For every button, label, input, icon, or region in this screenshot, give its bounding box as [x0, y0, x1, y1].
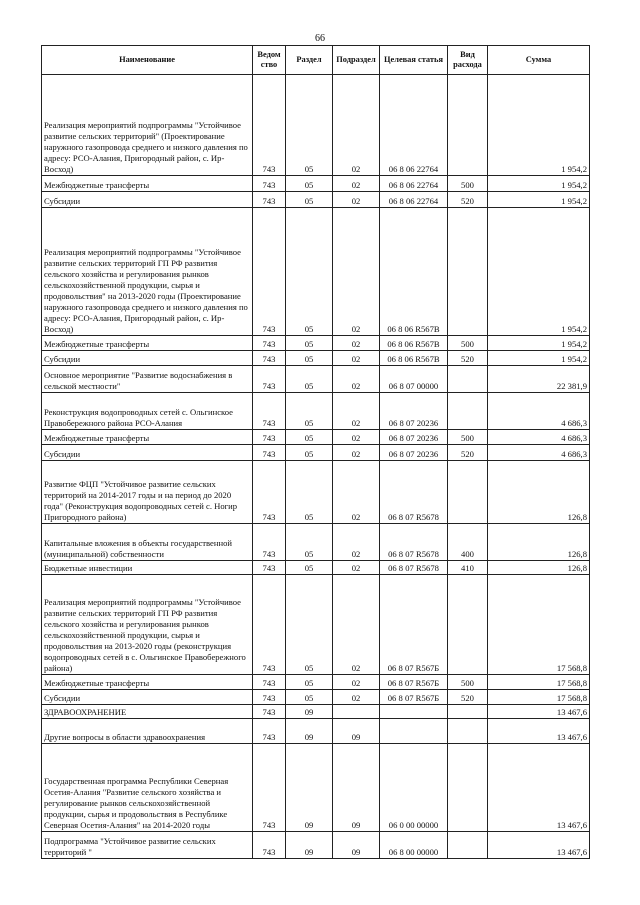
row-name: Развитие ФЦП "Устойчивое развитие сельских территорий на 2014-2017 годы и на период до 2020 года" (Реконструкция водопроводных сетей с. Ногир Пригородного района)	[42, 461, 253, 524]
row-razdel: 09	[286, 744, 333, 832]
row-vid	[448, 366, 488, 393]
row-ved: 743	[253, 75, 286, 176]
row-ved: 743	[253, 575, 286, 675]
row-razdel: 05	[286, 366, 333, 393]
row-summa: 17 568,8	[488, 675, 590, 690]
row-summa: 4 686,3	[488, 393, 590, 430]
row-podrazdel: 09	[333, 744, 380, 832]
row-podrazdel: 02	[333, 351, 380, 366]
row-podrazdel: 09	[333, 719, 380, 744]
row-podrazdel: 02	[333, 430, 380, 445]
row-podrazdel: 02	[333, 393, 380, 430]
table-row	[42, 461, 590, 524]
row-summa: 1 954,2	[488, 208, 590, 336]
row-summa: 126,8	[488, 461, 590, 524]
header-name: Наименование	[42, 46, 253, 75]
table-row	[42, 575, 590, 675]
table-row	[42, 366, 590, 393]
row-ved: 743	[253, 690, 286, 705]
row-name: Реализация мероприятий подпрограммы "Устойчивое развитие сельских территорий ГП РФ развития сельского хозяйства и регулирования рынков сельскохозяйственной продукции, сырья и продовольствия на 2013-2020 годы (реконструкция водопроводных сетей в с. Ольгинское Правобережного района)	[42, 575, 253, 675]
row-podrazdel: 02	[333, 75, 380, 176]
page-number: 66	[315, 33, 325, 44]
row-vid: 520	[448, 445, 488, 461]
row-podrazdel: 02	[333, 208, 380, 336]
header-summa: Сумма	[488, 46, 590, 75]
row-razdel: 05	[286, 690, 333, 705]
row-statya: 06 8 00 00000	[380, 832, 448, 859]
row-razdel: 09	[286, 832, 333, 859]
row-ved: 743	[253, 351, 286, 366]
table-row	[42, 832, 590, 859]
row-vid	[448, 744, 488, 832]
row-name: Подпрограмма "Устойчивое развитие сельских территорий "	[42, 832, 253, 859]
row-vid: 500	[448, 176, 488, 192]
row-razdel: 05	[286, 192, 333, 208]
row-ved: 743	[253, 445, 286, 461]
row-razdel: 05	[286, 351, 333, 366]
row-name: Межбюджетные трансферты	[42, 675, 253, 690]
row-summa: 13 467,6	[488, 744, 590, 832]
row-name: Реализация мероприятий подпрограммы "Устойчивое развитие сельских территорий" (Проектирование наружного газопровода среднего и низкого давления по адресу: РСО-Алания, Пригородный район, с. Ир-Восход)	[42, 75, 253, 176]
row-statya	[380, 719, 448, 744]
row-summa: 17 568,8	[488, 690, 590, 705]
row-summa: 13 467,6	[488, 705, 590, 719]
row-vid: 400	[448, 524, 488, 561]
row-razdel: 09	[286, 705, 333, 719]
row-podrazdel: 02	[333, 445, 380, 461]
row-summa: 13 467,6	[488, 832, 590, 859]
row-name: Государственная программа Республики Северная Осетия-Алания "Развитие сельского хозяйства и регулирование рынков сельскохозяйственной продукции, сырья и продовольствия в Республике Северная Осетия-Алания" на 2014-2020 годы	[42, 744, 253, 832]
row-podrazdel: 02	[333, 575, 380, 675]
table-header-row	[42, 46, 590, 75]
row-name: Субсидии	[42, 351, 253, 366]
table-row	[42, 744, 590, 832]
row-ved: 743	[253, 561, 286, 575]
row-vid	[448, 832, 488, 859]
row-podrazdel: 02	[333, 192, 380, 208]
row-vid	[448, 393, 488, 430]
row-razdel: 09	[286, 719, 333, 744]
row-statya: 06 8 06 R567В	[380, 208, 448, 336]
row-vid: 500	[448, 675, 488, 690]
row-ved: 743	[253, 192, 286, 208]
table-row	[42, 445, 590, 461]
header-ved: Ведом ство	[253, 46, 286, 75]
row-podrazdel: 02	[333, 366, 380, 393]
row-vid: 520	[448, 192, 488, 208]
row-name: Реализация мероприятий подпрограммы "Устойчивое развитие сельских территорий ГП РФ развития сельского хозяйства и регулирования рынков сельскохозяйственной продукции, сырья и продовольствия" на 2013-2020 годы (Проектирование наружного газопровода среднего и низкого давления по адресу: РСО-Алания, Пригородный район, с. Ир-Восход)	[42, 208, 253, 336]
row-name: Субсидии	[42, 445, 253, 461]
row-name: Реконструкция водопроводных сетей с. Ольгинское Правобережного района РСО-Алания	[42, 393, 253, 430]
row-vid: 520	[448, 351, 488, 366]
table-row	[42, 208, 590, 336]
row-podrazdel: 02	[333, 675, 380, 690]
row-summa: 1 954,2	[488, 336, 590, 351]
row-ved: 743	[253, 176, 286, 192]
row-podrazdel: 02	[333, 690, 380, 705]
row-ved: 743	[253, 705, 286, 719]
table-row	[42, 336, 590, 351]
row-vid: 520	[448, 690, 488, 705]
row-razdel: 05	[286, 336, 333, 351]
row-razdel: 05	[286, 393, 333, 430]
row-vid	[448, 208, 488, 336]
row-podrazdel: 02	[333, 461, 380, 524]
row-summa: 4 686,3	[488, 430, 590, 445]
row-statya: 06 8 07 20236	[380, 445, 448, 461]
row-ved: 743	[253, 719, 286, 744]
row-statya: 06 8 06 22764	[380, 192, 448, 208]
row-statya: 06 0 00 00000	[380, 744, 448, 832]
row-podrazdel: 02	[333, 336, 380, 351]
row-vid	[448, 75, 488, 176]
row-razdel: 05	[286, 75, 333, 176]
header-razdel: Раздел	[286, 46, 333, 75]
row-ved: 743	[253, 336, 286, 351]
row-razdel: 05	[286, 561, 333, 575]
row-vid: 500	[448, 430, 488, 445]
row-ved: 743	[253, 393, 286, 430]
row-vid	[448, 705, 488, 719]
row-razdel: 05	[286, 176, 333, 192]
row-statya	[380, 705, 448, 719]
row-statya: 06 8 06 R567В	[380, 351, 448, 366]
row-razdel: 05	[286, 461, 333, 524]
budget-table	[41, 45, 590, 859]
row-podrazdel: 02	[333, 524, 380, 561]
table-row	[42, 192, 590, 208]
table-row	[42, 561, 590, 575]
row-statya: 06 8 07 R567Б	[380, 675, 448, 690]
row-podrazdel: 09	[333, 832, 380, 859]
row-statya: 06 8 06 22764	[380, 176, 448, 192]
table-row	[42, 675, 590, 690]
row-summa: 1 954,2	[488, 351, 590, 366]
row-name: Капитальные вложения в объекты государственной (муниципальной) собственности	[42, 524, 253, 561]
row-statya: 06 8 07 R567Б	[380, 690, 448, 705]
row-name: Межбюджетные трансферты	[42, 176, 253, 192]
row-statya: 06 8 07 R5678	[380, 524, 448, 561]
row-ved: 743	[253, 675, 286, 690]
row-statya: 06 8 06 R567В	[380, 336, 448, 351]
table-row	[42, 75, 590, 176]
table-row	[42, 430, 590, 445]
table-row	[42, 719, 590, 744]
row-ved: 743	[253, 832, 286, 859]
row-statya: 06 8 06 22764	[380, 75, 448, 176]
row-summa: 22 381,9	[488, 366, 590, 393]
row-razdel: 05	[286, 208, 333, 336]
row-summa: 4 686,3	[488, 445, 590, 461]
row-razdel: 05	[286, 430, 333, 445]
table-row	[42, 176, 590, 192]
header-statya: Целевая статья	[380, 46, 448, 75]
row-name: Другие вопросы в области здравоохранения	[42, 719, 253, 744]
row-summa: 1 954,2	[488, 192, 590, 208]
row-ved: 743	[253, 208, 286, 336]
row-statya: 06 8 07 R5678	[380, 561, 448, 575]
row-razdel: 05	[286, 445, 333, 461]
row-summa: 1 954,2	[488, 75, 590, 176]
table-row	[42, 690, 590, 705]
row-ved: 743	[253, 461, 286, 524]
row-ved: 743	[253, 430, 286, 445]
row-summa: 126,8	[488, 561, 590, 575]
row-name: Бюджетные инвестиции	[42, 561, 253, 575]
row-vid	[448, 719, 488, 744]
table-row	[42, 705, 590, 719]
row-podrazdel: 02	[333, 176, 380, 192]
row-summa: 17 568,8	[488, 575, 590, 675]
row-statya: 06 8 07 20236	[380, 430, 448, 445]
row-vid	[448, 575, 488, 675]
row-vid: 410	[448, 561, 488, 575]
row-vid	[448, 461, 488, 524]
row-ved: 743	[253, 524, 286, 561]
row-name: Субсидии	[42, 690, 253, 705]
row-podrazdel: 02	[333, 561, 380, 575]
row-vid: 500	[448, 336, 488, 351]
row-statya: 06 8 07 R567Б	[380, 575, 448, 675]
row-podrazdel	[333, 705, 380, 719]
row-name: Субсидии	[42, 192, 253, 208]
table-row	[42, 524, 590, 561]
row-summa: 126,8	[488, 524, 590, 561]
row-razdel: 05	[286, 575, 333, 675]
row-name: Основное мероприятие "Развитие водоснабжения в сельской местности"	[42, 366, 253, 393]
row-razdel: 05	[286, 524, 333, 561]
row-statya: 06 8 07 00000	[380, 366, 448, 393]
row-summa: 13 467,6	[488, 719, 590, 744]
row-statya: 06 8 07 20236	[380, 393, 448, 430]
table-row	[42, 351, 590, 366]
row-razdel: 05	[286, 675, 333, 690]
header-vid: Вид расхода	[448, 46, 488, 75]
row-ved: 743	[253, 744, 286, 832]
header-podrazdel: Подраздел	[333, 46, 380, 75]
row-name: Межбюджетные трансферты	[42, 336, 253, 351]
row-name: ЗДРАВООХРАНЕНИЕ	[42, 705, 253, 719]
row-statya: 06 8 07 R5678	[380, 461, 448, 524]
row-ved: 743	[253, 366, 286, 393]
row-name: Межбюджетные трансферты	[42, 430, 253, 445]
table-row	[42, 393, 590, 430]
row-summa: 1 954,2	[488, 176, 590, 192]
